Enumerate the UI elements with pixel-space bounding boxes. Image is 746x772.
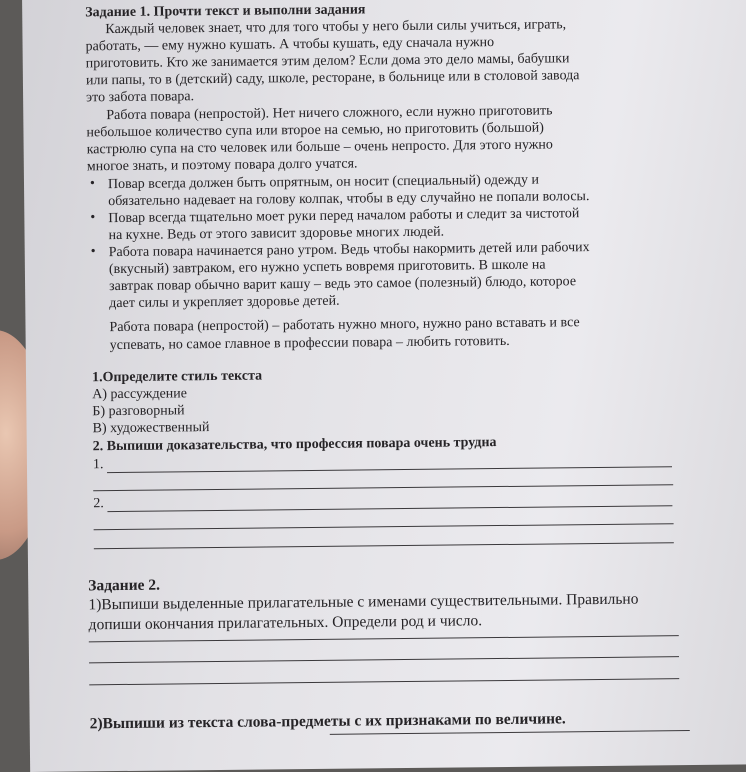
task2-question-2: 2)Выпиши из текста слова-предметы с их признаками по величине.	[89, 710, 566, 733]
answer-line	[93, 484, 673, 491]
answer-line	[330, 730, 690, 735]
answer-item-label: 1.	[92, 457, 104, 473]
option-c: В) художественный	[92, 420, 210, 437]
answer-item-label: 2.	[93, 496, 104, 512]
answer-line	[107, 466, 672, 473]
bullet-text-line: Повар всегда тщательно моет руки перед началом работы и следит за чистотой	[108, 206, 580, 227]
bullet-icon: •	[90, 244, 96, 260]
answer-line	[94, 542, 674, 549]
option-a: А) рассуждение	[92, 386, 188, 403]
task2-question-line: допиши окончания прилагательных. Определи род и число.	[88, 612, 483, 634]
bullet-text-line: дает силы и укрепляет здоровье детей.	[109, 293, 340, 312]
answer-line	[89, 635, 679, 642]
question-1-title: 1.Определите стиль текста	[91, 368, 263, 386]
task2-title: Задание 2.	[88, 576, 161, 595]
paragraph-line: Каждый человек знает, что для того чтобы у него были силы учиться, играть,	[105, 17, 567, 38]
answer-line	[89, 678, 679, 685]
worksheet-content	[22, 0, 746, 772]
answer-line	[107, 505, 672, 512]
paragraph-line: Работа повара (непростой) – работать нужно много, нужно рано вставать и все	[109, 315, 580, 336]
bullet-icon: •	[90, 210, 96, 226]
option-b: Б) разговорный	[92, 403, 185, 420]
paragraph-line: небольшое количество супа или второе на семью, но приготовить (большой)	[86, 120, 544, 141]
paragraph-line: или папы, то в (детский) саду, школе, ресторане, в больнице или в столовой завода	[85, 68, 580, 89]
bullet-text-line: Работа повара начинается рано утром. Ведь чтобы накормить детей или рабочих	[108, 240, 590, 261]
task1-title: Задание 1. Прочти текст и выполни задания	[85, 2, 366, 21]
bullet-text-line: (вкусный) завтраком, его нужно успеть вовремя приготовить. В школе на	[108, 257, 546, 278]
paragraph-line: приготовить. Кто же занимается этим делом? Если дома это дело мамы, бабушки	[85, 51, 570, 72]
paragraph-line: многое знать, и поэтому повара долго учатся.	[86, 156, 358, 175]
paragraph-line: успевать, но самое главное в профессии повара – любить готовить.	[109, 333, 510, 354]
task2-question-line: 1)Выпиши выделенные прилагательные с именами существительными. Правильно	[88, 590, 639, 614]
answer-line	[94, 523, 674, 530]
bullet-text-line: завтрак повар обычно варит кашу – ведь это самое (полезный) блюдо, которое	[109, 274, 577, 295]
worksheet-page	[22, 0, 746, 772]
bullet-icon: •	[89, 176, 95, 192]
paragraph-line: это забота повара.	[86, 89, 195, 106]
bullet-text-line: обязательно надевает на голову колпак, чтобы в еду случайно не попали волосы.	[108, 189, 590, 210]
bullet-text-line: на кухне. Ведь от этого зависит здоровье многих людей.	[108, 224, 445, 244]
answer-line	[89, 656, 679, 663]
paragraph-line: Работа повара (непростой). Нет ничего сложного, если нужно приготовить	[106, 103, 553, 124]
paragraph-line: кастрюлю супа на сто человек или больше – очень непросто. Для этого нужно	[86, 137, 553, 158]
question-2-title: 2. Выпиши доказательства, что профессия повара очень трудна	[92, 435, 497, 455]
bullet-text-line: Повар всегда должен быть опрятным, он носит (специальный) одежду и	[107, 172, 540, 193]
paragraph-line: работать, — ему нужно кушать. А чтобы кушать, еду сначала нужно	[85, 35, 495, 55]
